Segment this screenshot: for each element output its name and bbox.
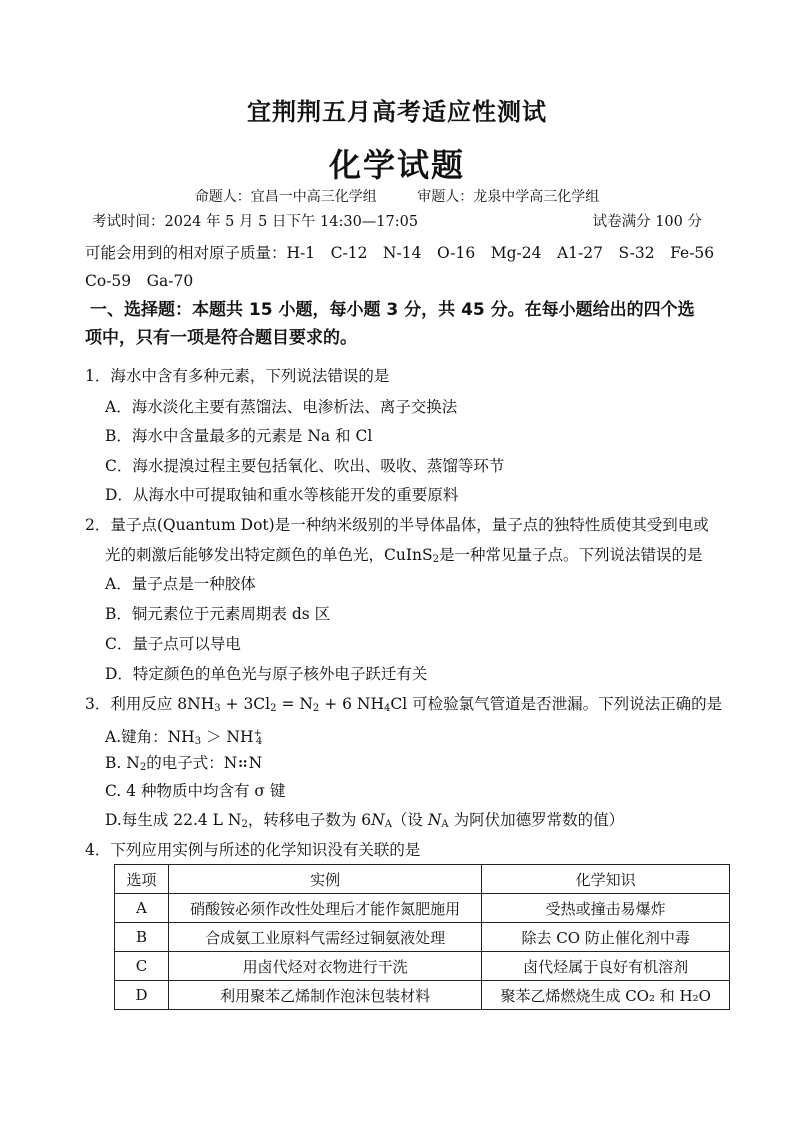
atomic-masses-line-2: Co-59 Ga-70 bbox=[85, 272, 194, 290]
subscript: A bbox=[384, 819, 392, 830]
table-row bbox=[115, 923, 730, 952]
table-cell: 受热或撞击易爆炸 bbox=[482, 894, 730, 923]
table-cell: 聚苯乙烯燃烧生成 CO₂ 和 H₂O bbox=[482, 981, 730, 1010]
authors-line bbox=[0, 186, 794, 206]
subscript: 2 bbox=[312, 703, 320, 714]
exam-title: 宜荆荆五月高考适应性测试 bbox=[247, 98, 547, 126]
table-row bbox=[115, 952, 730, 981]
q3-text: + 3Cl bbox=[220, 695, 271, 713]
q3-b-text: B. N bbox=[105, 754, 140, 772]
question-2-stem-line-1: 2．量子点(Quantum Dot)是一种纳米级别的半导体晶体，量子点的独特性质使其受到电或 bbox=[85, 516, 709, 534]
subject-title: 化学试题 bbox=[328, 146, 465, 184]
question-1-option-a: A．海水淡化主要有蒸馏法、电渗析法、离子交换法 bbox=[105, 398, 458, 416]
table-cell: 利用聚苯乙烯制作泡沫包装材料 bbox=[168, 981, 481, 1010]
question-1-option-b: B．海水中含量最多的元素是 Na 和 Cl bbox=[105, 427, 373, 445]
table-header-cell: 选项 bbox=[115, 865, 169, 894]
q3-d-text: 为阿伏加德罗常数的值） bbox=[448, 811, 625, 829]
subscript: 2 bbox=[241, 819, 248, 830]
subscript: 2 bbox=[432, 554, 439, 565]
avogadro-symbol: N bbox=[427, 811, 442, 829]
subscript: 2 bbox=[270, 703, 277, 714]
table-header-cell: 化学知识 bbox=[482, 865, 730, 894]
question-2-text-b: 是一种常见量子点。下列说法错误的是 bbox=[438, 546, 703, 564]
reviewer-text: 审题人：龙泉中学高三化学组 bbox=[417, 189, 600, 205]
question-1-stem: 1．海水中含有多种元素，下列说法错误的是 bbox=[85, 367, 390, 385]
q3-d-text: ，转移电子数为 6 bbox=[247, 811, 372, 829]
question-1-option-c: C．海水提溴过程主要包括氧化、吹出、吸收、蒸馏等环节 bbox=[105, 457, 505, 475]
table-header-row bbox=[115, 865, 730, 894]
question-2-option-b: B．铜元素位于元素周期表 ds 区 bbox=[105, 605, 331, 623]
exam-time-text: 考试时间：2024 年 5 月 5 日下午 14:30—17:05 bbox=[92, 214, 419, 230]
question-3-stem bbox=[85, 694, 722, 719]
proposer-text: 命题人：宜昌一中高三化学组 bbox=[194, 189, 377, 205]
q3-text: + 6 NH bbox=[319, 695, 385, 713]
table-cell: 合成氨工业原料气需经过铜氨液处理 bbox=[168, 923, 481, 952]
question-2-option-d: D．特定颜色的单色光与原子核外电子跃迁有关 bbox=[105, 665, 428, 683]
exam-info-line bbox=[92, 212, 702, 232]
q3-d-text: （设 bbox=[391, 811, 428, 829]
question-1-option-d: D．从海水中可提取铀和重水等核能开发的重要原料 bbox=[105, 486, 459, 504]
table-row bbox=[115, 981, 730, 1010]
subscript: 3 bbox=[214, 703, 221, 714]
question-2-stem-line-2 bbox=[105, 545, 702, 570]
question-2-text-a: 光的刺激后能够发出特定颜色的单色光，CuInS bbox=[105, 546, 433, 564]
question-3-option-c: C. 4 种物质中均含有 σ 键 bbox=[105, 782, 286, 800]
atomic-masses-line-1: 可能会用到的相对原子质量：H-1 C-12 N-14 O-16 Mg-24 A1-27 S-32 Fe-56 bbox=[85, 244, 715, 262]
full-score-text: 试卷满分 100 分 bbox=[592, 214, 702, 230]
table-cell: D bbox=[115, 981, 169, 1010]
table-header-cell: 实例 bbox=[168, 865, 481, 894]
table-cell: 除去 CO 防止催化剂中毒 bbox=[482, 923, 730, 952]
subscript: 4 bbox=[384, 703, 391, 714]
q3-d-text: D.每生成 22.4 L N bbox=[105, 811, 242, 829]
question-3-option-b bbox=[105, 753, 262, 778]
q3-text: = N bbox=[276, 695, 313, 713]
question-3-option-d bbox=[105, 810, 624, 835]
table-cell: 硝酸铵必须作改性处理后才能作氮肥施用 bbox=[168, 894, 481, 923]
table-cell: C bbox=[115, 952, 169, 981]
table-cell: 卤代烃属于良好有机溶剂 bbox=[482, 952, 730, 981]
table-row bbox=[115, 894, 730, 923]
question-4-stem: 4．下列应用实例与所述的化学知识没有关联的是 bbox=[85, 841, 421, 859]
q3-b-text: 的电子式：N⠶N bbox=[146, 754, 263, 772]
question-2-option-a: A．量子点是一种胶体 bbox=[105, 575, 256, 593]
table-cell: 用卤代烃对衣物进行干洗 bbox=[168, 952, 481, 981]
q3-a-text: A.键角：NH bbox=[105, 728, 195, 746]
q3-text: 3．利用反应 8NH bbox=[85, 695, 215, 713]
superscript: + bbox=[253, 728, 262, 739]
subscript: 3 bbox=[194, 736, 202, 747]
question-3-option-a bbox=[105, 724, 262, 752]
avogadro-symbol: N bbox=[371, 811, 385, 829]
table-cell: B bbox=[115, 923, 169, 952]
section-heading-line-1: 一、选择题：本题共 15 小题，每小题 3 分，共 45 分。在每小题给出的四个选 bbox=[90, 300, 695, 320]
question-2-option-c: C．量子点可以导电 bbox=[105, 635, 241, 653]
section-heading-line-2: 项中，只有一项是符合题目要求的。 bbox=[85, 328, 357, 348]
question-4-table bbox=[114, 864, 730, 1010]
q3-a-text: ＞ NH bbox=[201, 728, 254, 746]
table-cell: A bbox=[115, 894, 169, 923]
subscript: A bbox=[441, 819, 449, 830]
subscript: 4 bbox=[255, 736, 263, 747]
q3-text: Cl 可检验氯气管道是否泄漏。下列说法正确的是 bbox=[390, 695, 723, 713]
subscript: 2 bbox=[139, 762, 147, 773]
